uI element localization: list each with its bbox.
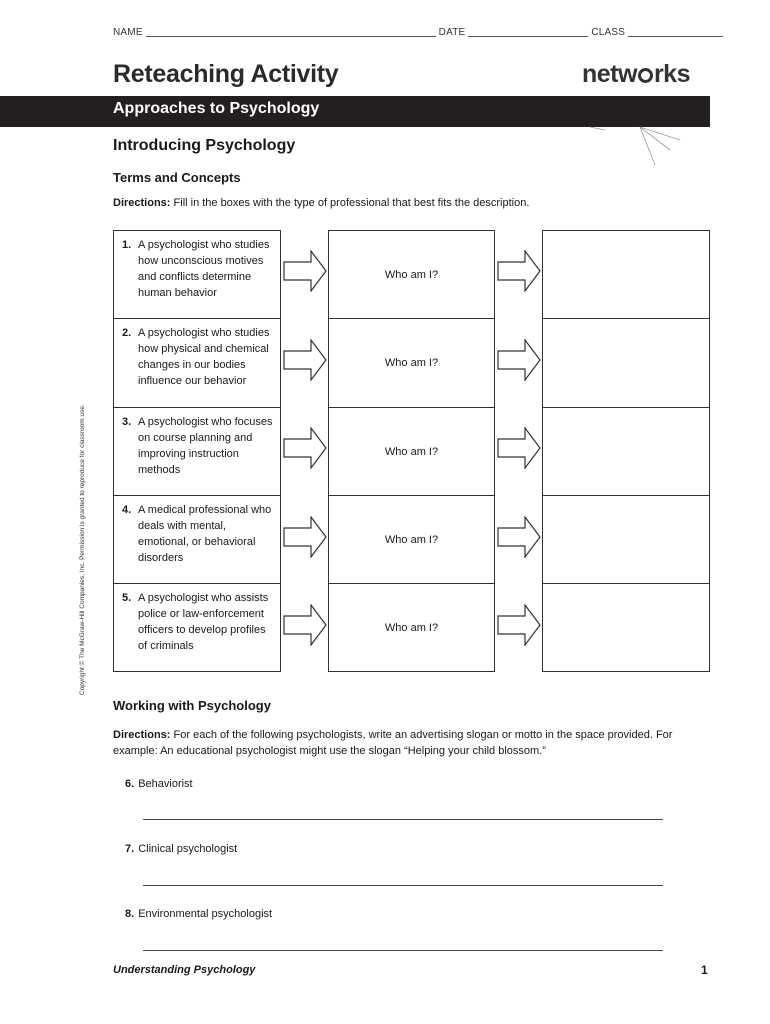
- item-number: 5.: [122, 592, 132, 604]
- class-label: CLASS: [591, 27, 626, 38]
- answer-line-6[interactable]: [143, 818, 663, 820]
- description-text: A psychologist who studies how unconscious motives and conflicts determine human behavior: [138, 239, 270, 299]
- question-8: [125, 908, 272, 920]
- arrow-icon: [283, 516, 327, 558]
- page-title: Reteaching Activity: [113, 60, 339, 88]
- date-field[interactable]: [468, 26, 588, 37]
- section-heading-introducing: Introducing Psychology: [113, 137, 296, 154]
- arrow-icon: [497, 516, 541, 558]
- brand-part2: rks: [653, 60, 690, 88]
- who-am-i-box-5: [328, 583, 495, 672]
- arrow-icon: [497, 250, 541, 292]
- subheading-terms: Terms and Concepts: [113, 170, 241, 185]
- directions-2: [113, 727, 713, 759]
- answer-box-1[interactable]: [542, 230, 710, 319]
- student-info-line: [113, 26, 711, 38]
- banner-title: Approaches to Psychology: [113, 100, 320, 117]
- question-number: 7.: [125, 843, 135, 855]
- who-am-i-label: Who am I?: [384, 621, 439, 634]
- page-number: 1: [701, 963, 708, 977]
- who-am-i-label: Who am I?: [384, 445, 439, 458]
- question-number: 8.: [125, 908, 135, 920]
- name-field[interactable]: [146, 26, 436, 37]
- section-heading-working: Working with Psychology: [113, 698, 271, 713]
- date-label: DATE: [438, 27, 466, 38]
- answer-box-5[interactable]: [542, 583, 710, 672]
- question-6: [125, 778, 193, 790]
- arrow-icon: [283, 427, 327, 469]
- answer-line-7[interactable]: [143, 884, 663, 886]
- description-text: A psychologist who studies how physical and chemical changes in our bodies influence our behavior: [138, 327, 270, 387]
- question-text: Behaviorist: [138, 778, 193, 790]
- description-box-2: [113, 318, 281, 408]
- copyright-notice: Copyright © The McGraw-Hill Companies, Inc. Permission is granted to reproduce for classroom use.: [79, 404, 86, 695]
- who-am-i-label: Who am I?: [384, 268, 439, 281]
- description-text: A medical professional who deals with mental, emotional, or behavioral disorders: [138, 504, 272, 564]
- who-am-i-box-1: [328, 230, 495, 319]
- directions-label: Directions:: [113, 197, 171, 209]
- description-text: A psychologist who focuses on course planning and improving instruction methods: [138, 416, 273, 476]
- who-am-i-box-3: [328, 407, 495, 496]
- brand-part1: netw: [582, 60, 637, 88]
- item-number: 2.: [122, 327, 132, 339]
- directions-text: Fill in the boxes with the type of professional that best fits the description.: [173, 197, 530, 209]
- arrow-icon: [497, 604, 541, 646]
- item-number: 3.: [122, 416, 132, 428]
- question-text: Environmental psychologist: [138, 908, 273, 920]
- brand-logo: [582, 60, 690, 89]
- arrow-icon: [283, 250, 327, 292]
- description-box-3: [113, 407, 281, 496]
- name-label: NAME: [113, 27, 143, 38]
- footer-book-title: Understanding Psychology: [113, 964, 256, 976]
- answer-box-3[interactable]: [542, 407, 710, 496]
- question-text: Clinical psychologist: [138, 843, 238, 855]
- question-number: 6.: [125, 778, 135, 790]
- arrow-icon: [497, 339, 541, 381]
- question-7: [125, 843, 237, 855]
- brand-globe-icon: [638, 68, 653, 83]
- item-number: 1.: [122, 239, 132, 251]
- directions-text: For each of the following psychologists, write an advertising slogan or motto in the space provided. For example: An educational psychologist might use the slogan “Helping your child blossom.”: [113, 729, 673, 757]
- arrow-icon: [497, 427, 541, 469]
- class-field[interactable]: [628, 26, 723, 37]
- description-box-1: [113, 230, 281, 319]
- arrow-icon: [283, 604, 327, 646]
- answer-box-2[interactable]: [542, 318, 710, 408]
- who-am-i-label: Who am I?: [384, 357, 439, 369]
- who-am-i-box-2: [328, 318, 495, 408]
- directions-1: [113, 197, 529, 209]
- answer-line-8[interactable]: [143, 949, 663, 951]
- directions-label: Directions:: [113, 729, 171, 741]
- who-am-i-box-4: [328, 495, 495, 584]
- arrow-icon: [283, 339, 327, 381]
- description-box-5: [113, 583, 281, 672]
- description-text: A psychologist who assists police or law-enforcement officers to develop profiles of criminals: [138, 592, 269, 652]
- who-am-i-label: Who am I?: [384, 533, 439, 546]
- item-number: 4.: [122, 504, 132, 516]
- description-box-4: [113, 495, 281, 584]
- answer-box-4[interactable]: [542, 495, 710, 584]
- decorative-lines: [560, 110, 760, 170]
